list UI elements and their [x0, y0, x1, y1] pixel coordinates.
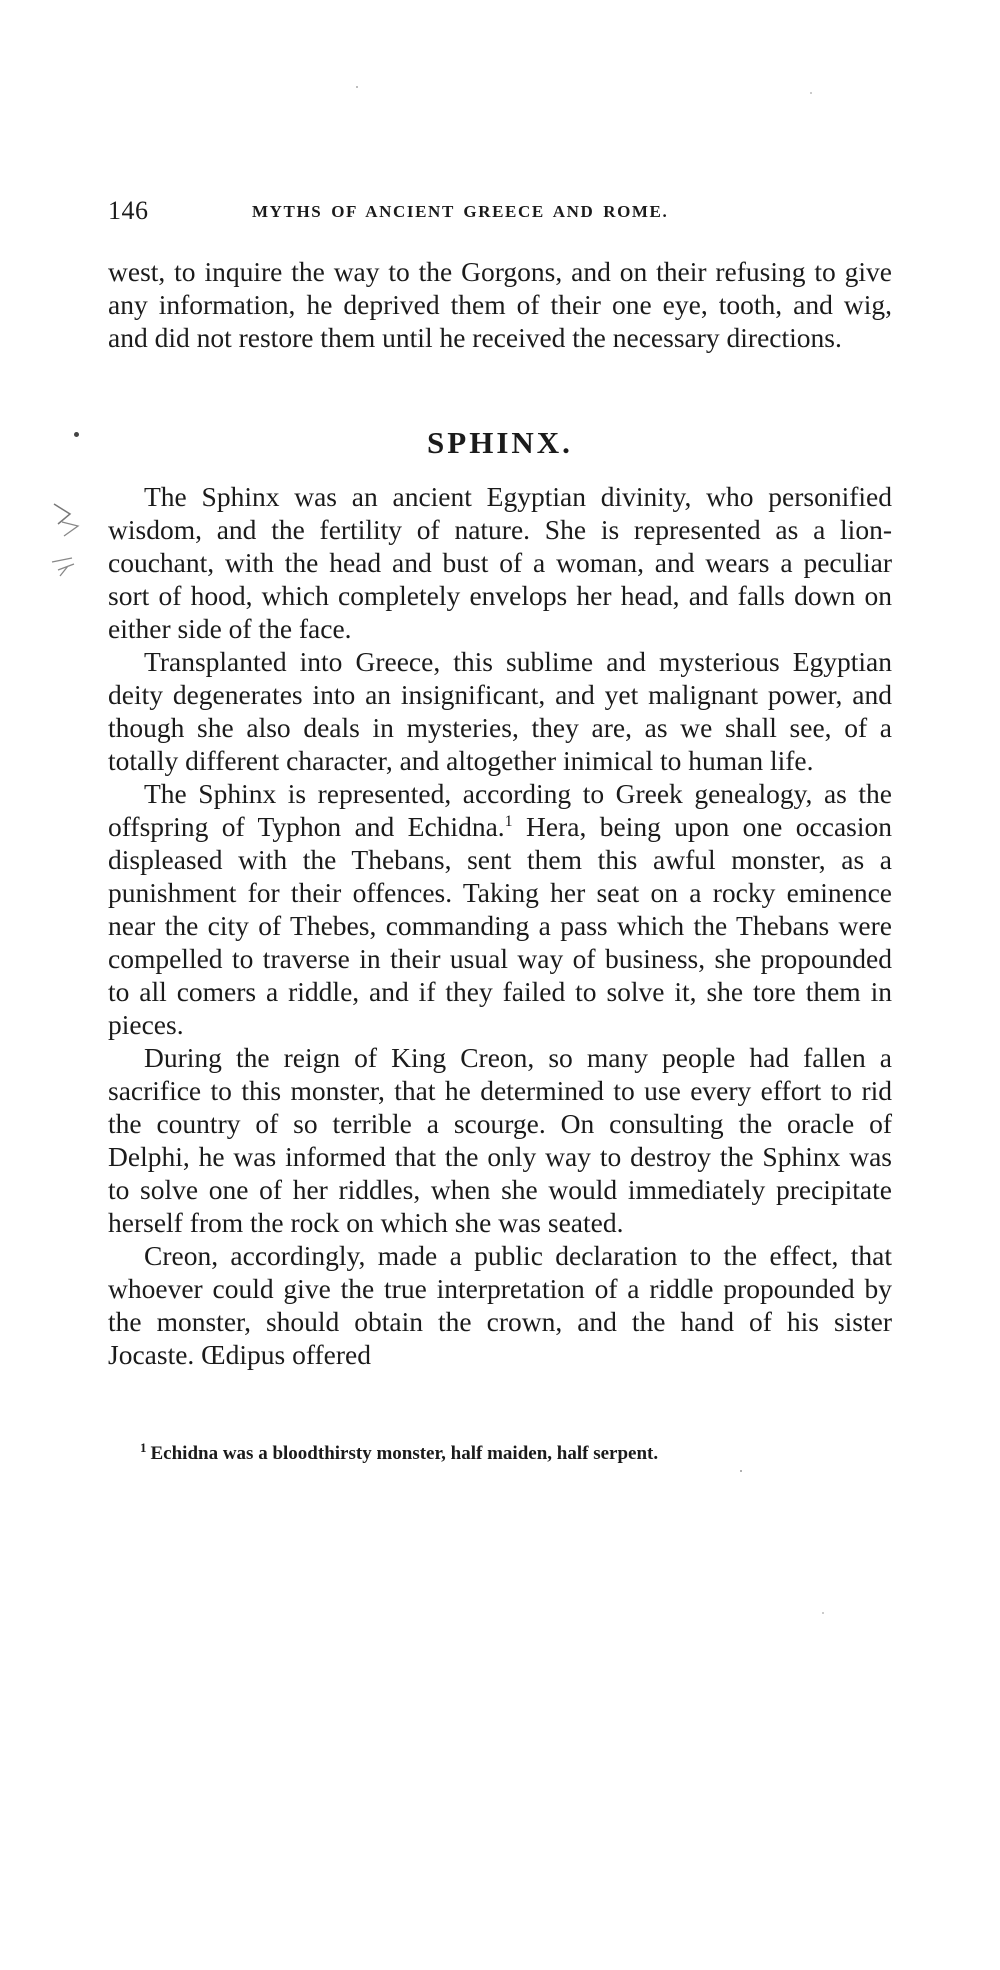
paragraph-3-after-ref: Hera, being upon one occasion displeased with the Thebans, sent them this awful monster, as a punishment for their offences. Taking her seat on a rocky eminence near the city of Thebes, commanding a pass which the Thebans were compelled to traverse in their usual way of business, she propounded to all comers a riddle, and if they failed to solve it, she tore them in pieces.: [108, 811, 892, 1040]
ink-speck: [74, 432, 79, 437]
margin-pencil-mark-icon: [48, 500, 88, 580]
paragraph-3: [108, 777, 892, 1041]
ink-speck: [822, 1612, 824, 1614]
paragraph-1: The Sphinx was an ancient Egyptian divinity, who personified wisdom, and the fertility of nature. She is represented as a lion-couchant, with the head and bust of a woman, and wears a peculiar sort of hood, which completely envelops her head, and falls down on either side of the face.: [108, 481, 892, 644]
paragraph-5: Creon, accordingly, made a public declaration to the effect, that whoever could give the true interpretation of a riddle propounded by the monster, should obtain the crown, and the hand of his sister Jocaste. Œdipus offered: [108, 1240, 892, 1370]
section-body: [108, 480, 892, 1371]
footnote-mark: 1: [140, 1439, 147, 1455]
paragraph-4: During the reign of King Creon, so many people had fallen a sacrifice to this monster, that he determined to use every effort to rid the country of so terrible a scourge. On consulting the oracle of Delphi, he was informed that the only way to destroy the Sphinx was to solve one of her riddles, when she would immediately precipitate herself from the rock on which she was seated.: [108, 1042, 892, 1238]
ink-speck: [740, 1470, 742, 1472]
footnote-reference[interactable]: 1: [504, 812, 513, 830]
opening-text: [108, 255, 892, 354]
paragraph-3-before-ref: The Sphinx is represented, according to Greek genealogy, as the offspring of Typhon and Echidna.: [108, 778, 892, 842]
opening-paragraph: west, to inquire the way to the Gorgons, and on their refusing to give any information, he deprived them of their one eye, tooth, and wig, and did not restore them until he received the necessary directions.: [108, 256, 892, 353]
ink-speck: [356, 86, 358, 88]
section-title: SPHINX.: [427, 425, 573, 460]
footnote-text: Echidna was a bloodthirsty monster, half maiden, half serpent.: [150, 1443, 659, 1464]
page-header: [108, 196, 898, 230]
page-number: 146: [108, 196, 149, 225]
running-head: MYTHS OF ANCIENT GREECE AND ROME.: [252, 202, 669, 221]
paragraph-2: Transplanted into Greece, this sublime and mysterious Egyptian deity degenerates into an insignificant, and yet malignant power, and though she also deals in mysteries, they are, as we shall see, of a totally different character, and altogether inimical to human life.: [108, 646, 892, 776]
footnote: [140, 1439, 900, 1466]
ink-speck: [810, 92, 812, 94]
